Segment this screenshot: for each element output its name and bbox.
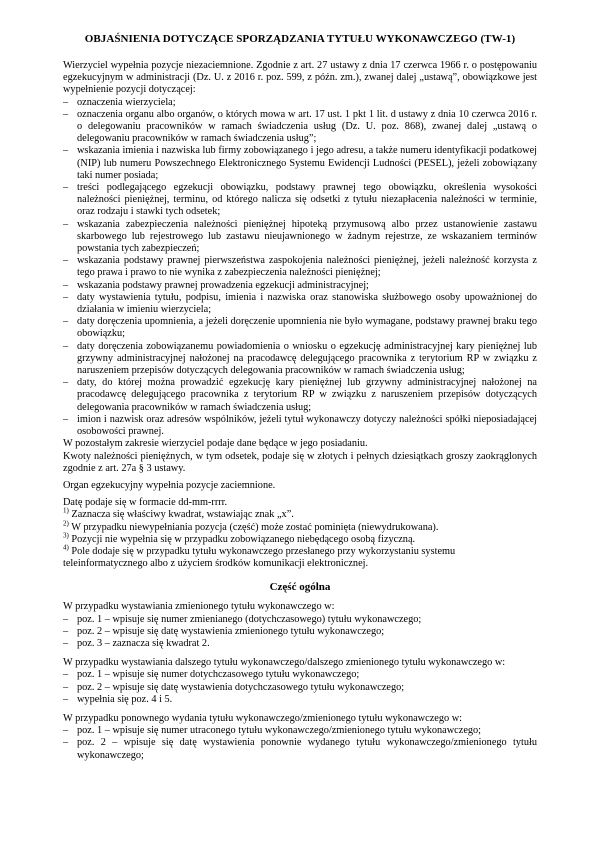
list-item: – wskazania imienia i nazwiska lub firmy zobowiązanego i jego adresu, a także numeru identyfikacji podatkowej (NIP) lub numeru Powszechnego Elektronicznego Systemu Ewidencji Ludności (PESEL), jeżeli zobowiązany taki numer posiada; [63,145,537,181]
list-item: – wypełnia się poz. 4 i 5. [63,693,173,705]
footnote: $^{1)}$ Zaznacza się właściwy kwadrat, wstawiając znak „x”. [63,506,294,521]
required-items-list [63,97,537,439]
list-item: – poz. 1 – wpisuje się numer zmienianego (dotychczasowego) tytułu wykonawczego; [63,613,422,625]
list-item: – wskazania podstawy prawnej prowadzenia egzekucji administracyjnej; [63,279,369,291]
organ-note: Organ egzekucyjny wypełnia pozycje zaciemnione. [63,479,276,491]
dash-bullet: – [63,218,69,230]
list-item: – imion i nazwisk oraz adresów wspólników, jeżeli tytuł wykonawczy dotyczy należności spółki nieposiadającej osobowości prawnej. [63,413,537,438]
dash-bullet: – [63,625,69,637]
dash-bullet: – [63,255,69,267]
list-item: – daty doręczenia zobowiązanemu powiadomienia o wniosku o egzekucję administracyjnej kary pieniężnej lub grzywny administracyjnej nałożonej na pracodawcę delegującego pracownika z terytorium RP w związku z naruszeniem przepisów dotyczących delegowania pracowników w ramach świadczenia usług; [63,340,537,377]
list-item: – poz. 1 – wpisuje się numer utraconego tytułu wykonawczego/zmienionego tytułu wykonawczego; [63,725,482,737]
list-item: – daty, do której można prowadzić egzekucję kary pieniężnej lub grzywny administracyjnej nałożonej na pracodawcę delegującego pracownika z terytorium RP w związku z naruszeniem przepisów dotyczących delegowania pracowników w ramach świadczenia usług; [63,377,537,413]
date-format-note: Datę podaje się w formacie dd-mm-rrrr. [63,497,228,509]
dash-bullet: – [63,669,69,681]
footnotes [63,506,537,570]
dash-bullet: – [63,377,69,389]
dash-bullet: – [63,96,69,108]
list-item: – wskazania zabezpieczenia należności pieniężnej hipoteką przymusową albo przez ustanowienie zastawu skarbowego lub rejestrowego lub zastawu nieujawnionego w żadnym rejestrze, ze wskazaniem terminów powstania tych zabezpieczeń; [63,218,537,255]
group-heading: W przypadku wystawiania zmienionego tytułu wykonawczego w: [63,601,335,613]
dash-bullet: – [63,725,69,737]
dash-bullet: – [63,681,69,693]
dash-bullet: – [63,316,69,328]
list-item: – treści podlegającego egzekucji obowiązku, podstawy prawnej tego obowiązku, określenia wysokości należności pieniężnej, terminu, od którego nalicza się odsetki z tytułu niezapłacenia należności w terminie, oraz rodzaju i stawki tych odsetek; [63,182,537,218]
dash-bullet: – [63,145,69,157]
amounts-note: Kwoty należności pieniężnych, w tym odsetek, podaje się w złotych i pełnych dziesiątkach groszy zaokrąglonych zgodnie z art. 27a § 3 ustawy. [63,450,537,474]
dash-bullet: – [63,291,69,303]
dash-bullet: – [63,413,69,425]
dash-bullet: – [63,279,69,291]
dash-bullet: – [63,108,69,120]
list-item: – daty wystawienia tytułu, podpisu, imienia i nazwiska oraz stanowiska służbowego osoby upoważnionej do działania w imieniu wierzyciela; [63,291,537,316]
remaining-scope-note: W pozostałym zakresie wierzyciel podaje dane będące w jego posiadaniu. [63,438,368,450]
list-item: – oznaczenia organu albo organów, o których mowa w art. 17 ust. 1 pkt 1 lit. d ustawy z dnia 10 czerwca 2016 r. o delegowaniu pracowników w ramach świadczenia usług (Dz. U. poz. 868), zwanej dalej „ustawą o delegowaniu pracowników w ramach świadczenia usług”; [63,108,537,145]
dash-bullet: – [63,693,69,705]
list-item: – poz. 2 – wpisuje się datę wystawienia ponownie wydanego tytułu wykonawczego/zmienionego tytułu wykonawczego; [63,737,537,761]
list-item: – poz. 2 – wpisuje się datę wystawienia dotychczasowego tytułu wykonawczego; [63,681,405,693]
list-item: – oznaczenia wierzyciela; [63,96,176,108]
group-list [63,725,537,762]
list-item: – poz. 2 – wpisuje się datę wystawienia zmienionego tytułu wykonawczego; [63,625,385,637]
footnote: $^{2)}$ W przypadku niewypełniania pozycja (część) może zostać pominięta (niewydrukowana). [63,519,439,533]
section-heading: Część ogólna [269,581,331,594]
list-item: – wskazania podstawy prawnej pierwszeństwa zaspokojenia należności pieniężnej, jeżeli należność korzysta z tego prawa i prawo to nie wynika z zabezpieczenia należności pieniężnej; [63,255,537,279]
list-item: – poz. 3 – zaznacza się kwadrat 2. [63,637,210,649]
group-list [63,614,537,651]
dash-bullet: – [63,737,69,749]
list-item: – daty doręczenia upomnienia, a jeżeli doręczenie upomnienia nie było wymagane, podstawy prawnej braku tego obowiązku; [63,316,537,340]
dash-bullet: – [63,613,69,625]
dash-bullet: – [63,182,69,194]
footnote: $^{3)}$ Pozycji nie wypełnia się w przypadku zobowiązanego niebędącego osobą fizyczną. [63,531,416,545]
intro-paragraph: Wierzyciel wypełnia pozycje niezaciemnione. Zgodnie z art. 27 ustawy z dnia 17 czerwca 1966 r. o postępowaniu egzekucyjnym w administracji (Dz. U. z 2016 r. poz. 599, z późn. zm.), zwanej dalej „ustawą”, obowiązkowe jest wypełnienie pozycji dotyczącej: [63,60,537,96]
list-item: – poz. 1 – wpisuje się numer dotychczasowego tytułu wykonawczego; [63,669,360,681]
group-heading: W przypadku ponownego wydania tytułu wykonawczego/zmienionego tytułu wykonawczego w: [63,712,462,724]
group-heading: W przypadku wystawiania dalszego tytułu wykonawczego/dalszego zmienionego tytułu wykonawczego w: [63,657,506,669]
document-title: OBJAŚNIENIA DOTYCZĄCE SPORZĄDZANIA TYTUŁU WYKONAWCZEGO (TW-1) [84,33,516,45]
group-list [63,669,537,706]
dash-bullet: – [63,637,69,649]
dash-bullet: – [63,340,69,352]
footnote: $^{4)}$ Pole dodaje się w przypadku tytułu wykonawczego przesłanego przy wykorzystaniu systemu teleinformatycznego albo z użyciem środków komunikacji elektronicznej. [63,543,456,570]
